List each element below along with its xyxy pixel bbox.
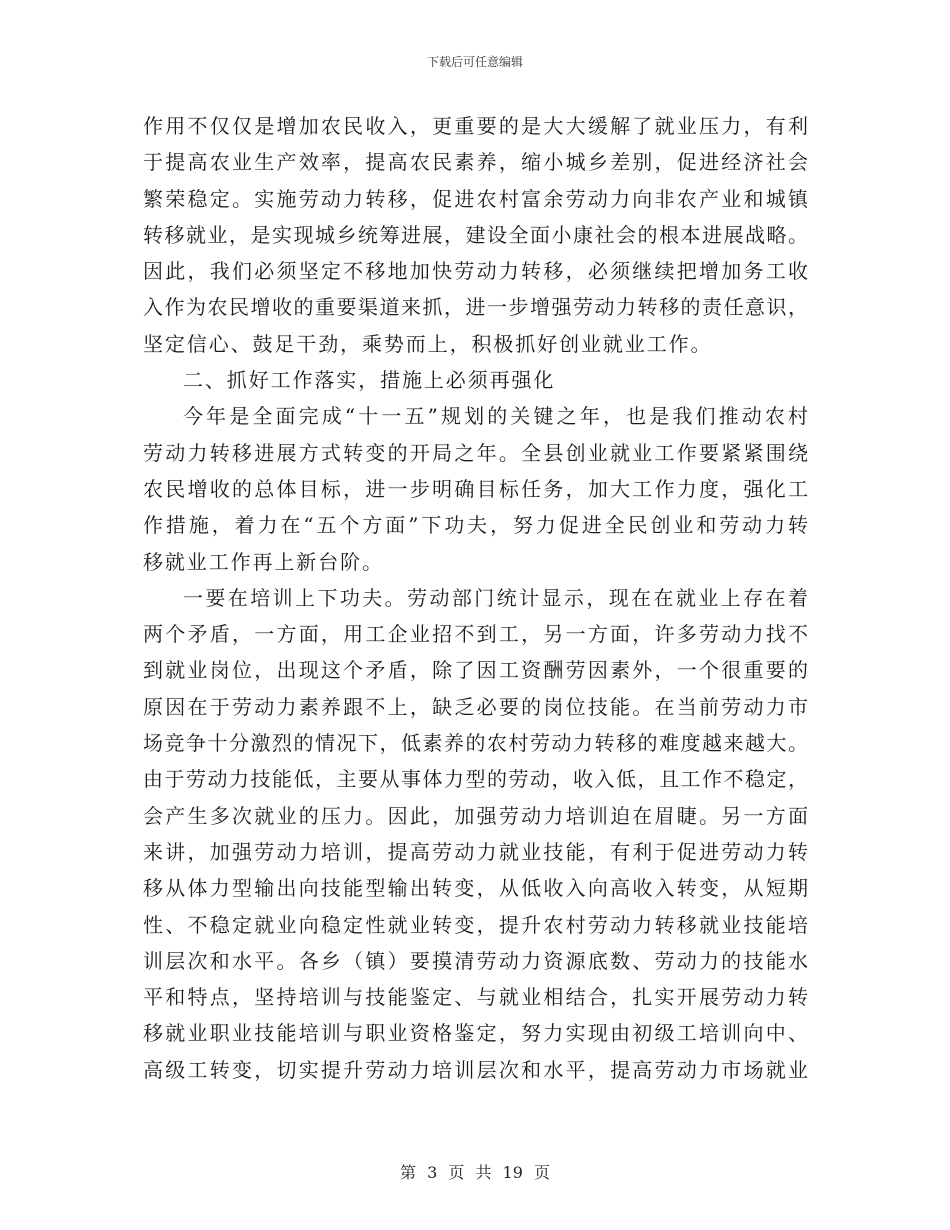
text-line: 转移就业，是实现城乡统筹进展，建设全面小康社会的根本进展战略。 — [143, 222, 808, 247]
text-line: 二、抓好工作落实，措施上必须再强化 — [183, 368, 556, 393]
text-line: 到就业岗位，出现这个矛盾，除了因工资酬劳因素外，一个很重要的 — [143, 658, 808, 683]
text-line: 场竞争十分激烈的情况下，低素养的农村劳动力转移的难度越来越大。 — [143, 731, 808, 756]
text-line: 由于劳动力技能低，主要从事体力型的劳动，收入低，且工作不稳定， — [143, 767, 808, 792]
text-line: 坚定信心、鼓足干劲，乘势而上，积极抓好创业就业工作。 — [143, 331, 713, 356]
page-header: 下载后可任意编辑 — [426, 55, 523, 69]
text-line: 性、不稳定就业向稳定性就业转变，提升农村劳动力转移就业技能培 — [143, 912, 808, 937]
text-line: 平和特点，坚持培训与技能鉴定、与就业相结合，扎实开展劳动力转 — [143, 985, 808, 1010]
text-line: 两个矛盾，一方面，用工企业招不到工，另一方面，许多劳动力找不 — [143, 622, 808, 647]
text-line: 繁荣稳定。实施劳动力转移，促进农村富余劳动力向非农产业和城镇 — [143, 186, 808, 211]
text-line: 来讲，加强劳动力培训，提高劳动力就业技能，有利于促进劳动力转 — [143, 839, 808, 864]
text-line: 入作为农民增收的重要渠道来抓，进一步增强劳动力转移的责任意识， — [143, 295, 808, 320]
text-line: 会产生多次就业的压力。因此，加强劳动力培训迫在眉睫。另一方面 — [143, 803, 808, 828]
text-line: 作措施，着力在“五个方面”下功夫，努力促进全民创业和劳动力转 — [143, 513, 808, 538]
text-line: 移就业工作再上新台阶。 — [143, 549, 384, 574]
text-line: 农民增收的总体目标，进一步明确目标任务，加大工作力度，强化工 — [143, 476, 808, 501]
body-text — [143, 108, 808, 1088]
text-line: 作用不仅仅是增加农民收入，更重要的是大大缓解了就业压力，有利 — [143, 114, 808, 138]
page-footer: 第 3 页 共 19 页 — [400, 1163, 550, 1182]
text-line: 因此，我们必须坚定不移地加快劳动力转移，必须继续把增加务工收 — [143, 259, 808, 284]
text-line: 移从体力型输出向技能型输出转变，从低收入向高收入转变，从短期 — [143, 876, 808, 901]
text-line: 今年是全面完成“十一五”规划的关键之年，也是我们推动农村 — [183, 404, 808, 429]
text-line: 训层次和水平。各乡（镇）要摸清劳动力资源底数、劳动力的技能水 — [143, 948, 808, 973]
text-line: 高级工转变，切实提升劳动力培训层次和水平，提高劳动力市场就业 — [143, 1057, 808, 1082]
text-line: 于提高农业生产效率，提高农民素养，缩小城乡差别，促进经济社会 — [143, 150, 808, 175]
text-line: 劳动力转移进展方式转变的开局之年。全县创业就业工作要紧紧围绕 — [143, 440, 808, 465]
text-line: 移就业职业技能培训与职业资格鉴定，努力实现由初级工培训向中、 — [143, 1021, 808, 1046]
text-line: 一要在培训上下功夫。劳动部门统计显示，现在在就业上存在着 — [183, 585, 808, 610]
text-line: 原因在于劳动力素养跟不上，缺乏必要的岗位技能。在当前劳动力市 — [143, 694, 808, 719]
